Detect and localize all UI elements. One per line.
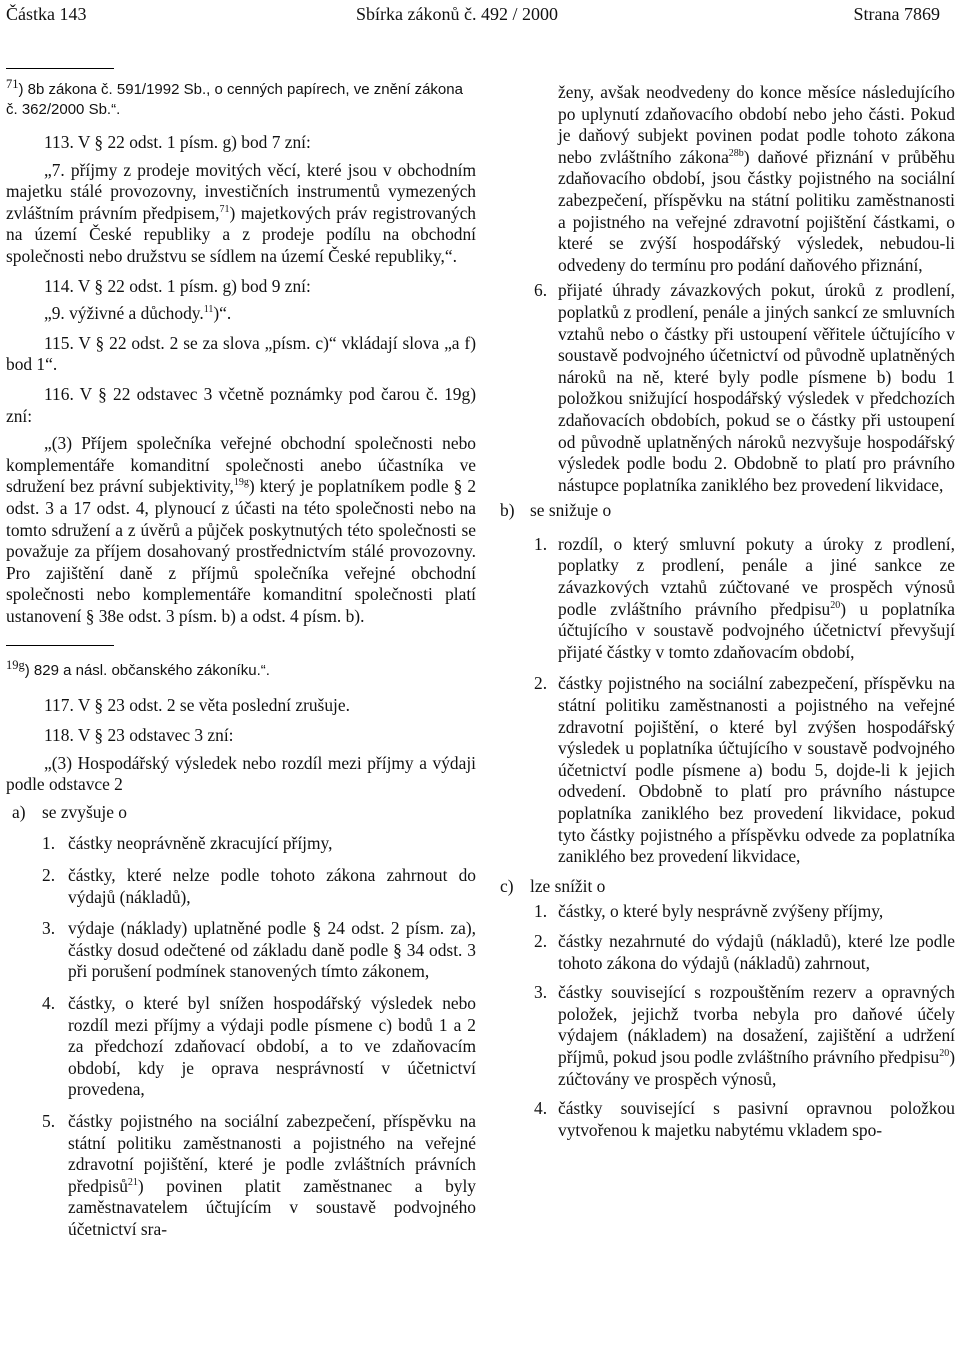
point-116: 116. V § 22 odstavec 3 včetně poznámky pod čarou č. 19g) zní: (6, 383, 476, 426)
list-item: 1. částky neoprávněně zkracující příjmy, (42, 833, 333, 854)
page-number: Strana 7869 (853, 4, 940, 24)
list-item: 4. částky, o které byl snížen hospodářský výsledek nebo rozdíl mezi příjmy a výdaji podle písmene c) bodů 1 a 2 za předchozí zdaňovací období, a to ve zdaňovacím období, kdy je oprava nesprávností v účetnictví provedena, (42, 993, 476, 1100)
list-item: 1. částky, o které byly nesprávně zvýšeny příjmy, (534, 901, 884, 922)
point-114: 114. V § 22 odst. 1 písm. g) bod 9 zní: (44, 275, 311, 296)
point-117: 117. V § 23 odst. 2 se věta poslední zrušuje. (44, 695, 350, 716)
letter-a: a) se zvyšuje o (12, 801, 128, 822)
letter-c: c) lze snížit o (500, 875, 606, 896)
point-115: 115. V § 22 odst. 2 se za slova „písm. c)“ vkládají slova „a f) bod 1“. (6, 332, 476, 375)
page-header (0, 0, 960, 36)
footnote-divider (6, 645, 114, 646)
point-118: 118. V § 23 odstavec 3 zní: (44, 725, 234, 746)
list-item: 5. částky pojistného na sociální zabezpečení, příspěvku na státní politiku zaměstnanosti a pojistného na veřejné zdravotní pojištění, které je podle zvláštních právních předpisů$^{21}$) povinen platit zaměstnanec a byly zaměstnavatelem účtujícím v soustavě podvojného účetnictví sra- (42, 1110, 476, 1239)
point-114-quote: „9. výživné a důchody.$^{11}$)“. (44, 303, 232, 324)
footnote-divider (6, 68, 114, 69)
point-113-quote: „7. příjmy z prodeje movitých věcí, které jsou v obchodním majetku stálé provozovny, investičních instrumentů vymezených zvláštním právním předpisem,$^{71}$) majetkových práv registrovaných na území České republiky a z prodeje podílu na obchodní společnosti nebo družstvu se sídlem na území České republiky,“. (6, 159, 477, 266)
list-item: 6. přijaté úhrady závazkových pokut, úroků z prodlení, poplatků z prodlení, penále a jiných sankcí ze smluvních vztahů nebo o částky při ustoupení věřitele účtujícího v soustavě podvojného účetnictví od původně uplatněných nároků na ně, které byly podle písmene b) bodu 1 položkou snižující hospodářský výsledek v předchozích zdaňovacích obdobích, pokud se o částky při ustoupení od původně uplatněných nároků nezvyšuje hospodářský výsledek podle bodu 2. Obdobně to platí pro právního nástupce poplatníka zaniklého bez provedení likvidace, (534, 280, 955, 495)
list-item: 3. výdaje (náklady) uplatněné podle § 24 odst. 2 písm. za), částky dosud odečtené od základu daně podle § 34 odst. 3 při porušení podmínek stanovených tímto zákonem, (42, 918, 476, 982)
list-item: 1. rozdíl, o který smluvní pokuty a úroky z prodlení, poplatky z prodlení, penále a jiné sankce ze závazkových vztahů zúčtované ve prospěch výnosů podle zvláštního právního předpisu$^{20}$) u poplatníka účtujícího v soustavě podvojného účetnictví převyšují přijaté částky v tomto zdaňovacím období, (534, 533, 956, 662)
list-item-continuation: ženy, avšak neodvedeny do konce měsíce následujícího po uplynutí zdaňovacího období nebo jeho části. Pokud je daňový subjekt povinen podat podle tohoto zákona nebo zvláštního zákona$^{28b}$) daňové přiznání v průběhu zdaňovacího období, jsou částky pojistného na sociální zabezpečení, příspěvku na státní politiku zaměstnanosti a pojistného na veřejné zdravotní pojištění částkami, o které se zvýší hospodářský výsledek, nebudou-li odvedeny do termínu pro podání daňového přiznání, (558, 82, 955, 275)
point-116-quote: „(3) Příjem společníka veřejné obchodní společnosti nebo komplementáře komanditní společnosti anebo účastníka ve sdružení bez právní subjektivity,$^{19g}$) který je poplatníkem podle § 2 odst. 3 a 17 odst. 4, plynoucí z účasti na této společnosti nebo na tomto sdružení a z úvěrů a půjček poskytnutých této společnosti se považuje za příjem dosahovaný prostřednictvím stálé provozovny. Pro zajištění daně z příjmů společníka veřejné obchodní společnosti nebo komplementáře komanditní společnosti platí ustanovení § 38e odst. 3 písm. b) a odst. 4 písm. b). (6, 433, 477, 626)
list-item: 2. částky nezahrnuté do výdajů (nákladů), které lze podle tohoto zákona do výdajů (nákladů) zahrnout, (534, 930, 955, 973)
collection-title: Sbírka zákonů č. 492 / 2000 (356, 4, 558, 24)
right-column (500, 82, 955, 1141)
list-item: 4. částky související s pasivní opravnou položkou vytvořenou k majetku nabytému vkladem spo- (534, 1098, 955, 1140)
letter-a-items (6, 833, 476, 1240)
issue-number: Částka 143 (6, 4, 87, 24)
list-item: 2. částky, které nelze podle tohoto zákona zahrnout do výdajů (nákladů), (42, 865, 476, 907)
point-118-quote: „(3) Hospodářský výsledek nebo rozdíl mezi příjmy a výdaji podle odstavce 2 (6, 752, 476, 795)
list-item: 2. částky pojistného na sociální zabezpečení, příspěvku na státní politiku zaměstnanosti a pojistného na veřejné zdravotní pojištění, o které byl zvýšen hospodářský výsledek u poplatníka účtujícího v soustavě podvojného účetnictví podle písmene a) bodu 5, dojde-li k jejich odvedení. Obdobně to platí pro právního nástupce poplatníka zaniklého bez provedení likvidace, pokud tyto částky pojistného a příspěvku odvede za poplatníka zaniklého bez provedení likvidace, (534, 673, 955, 867)
point-113: 113. V § 22 odst. 1 písm. g) bod 7 zní: (44, 132, 311, 152)
list-item: 3. částky související s rozpouštěním rezerv a opravných položek, jejichž tvorba nebyla pro daňové účely výdajem (nákladem) na dosažení, zajištění a udržení příjmů, pokud jsou podle zvláštního právního předpisu$^{20}$) zúčtovány ve prospěch výnosů, (534, 982, 955, 1089)
left-column (6, 68, 476, 1241)
footnote-19g: $^{19g}$) 829 a násl. občanského zákoníku.“. (6, 658, 270, 680)
footnote-71: $^{71}$) 8b zákona č. 591/1992 Sb., o cenných papírech, ve znění zákona č. 362/2000 Sb.“. (6, 77, 463, 118)
letter-b: b) se snižuje o (500, 500, 612, 521)
